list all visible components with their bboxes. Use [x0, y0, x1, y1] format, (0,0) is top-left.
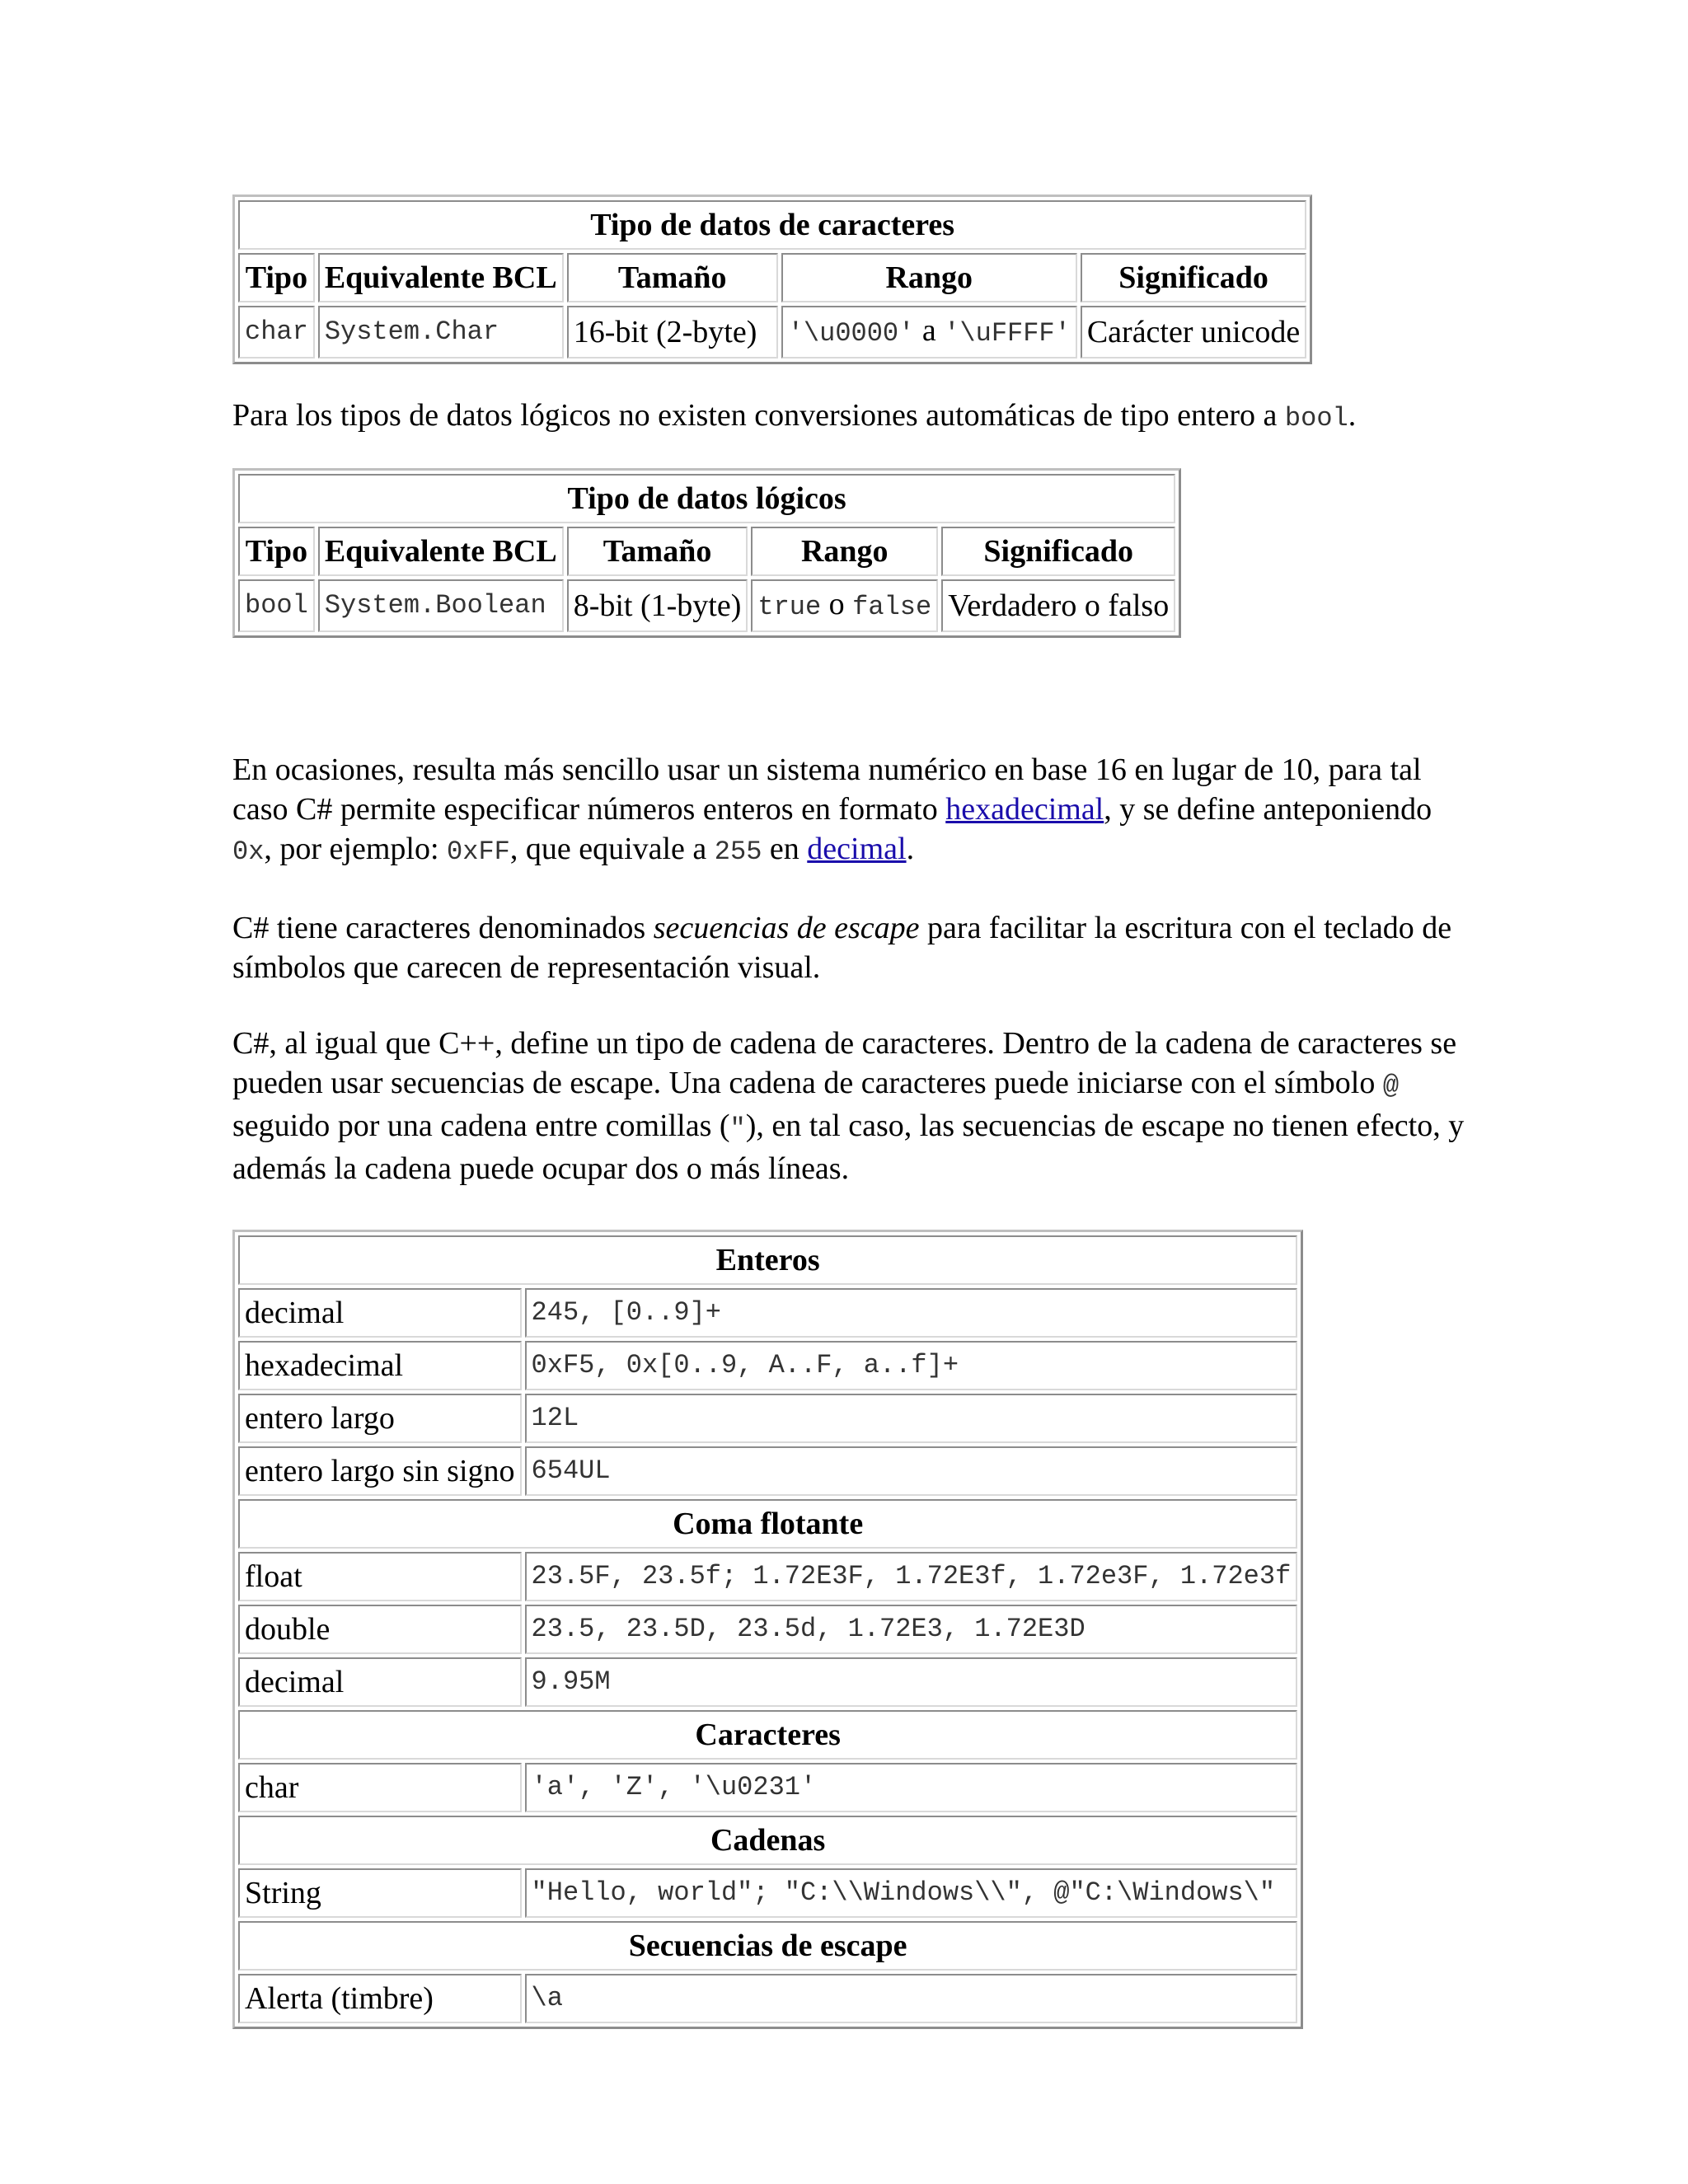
escape-sequences-emphasis: secuencias de escape	[653, 911, 920, 945]
code-bool: bool	[1284, 403, 1348, 434]
section-secuencias-de-escape: Secuencias de escape	[238, 1921, 1297, 1971]
header-range: Rango	[751, 527, 938, 576]
bool-table-caption: Tipo de datos lógicos	[238, 474, 1175, 523]
cell-size: 16-bit (2-byte)	[567, 306, 778, 359]
header-tipo: Tipo	[238, 253, 315, 302]
cell-size: 8-bit (1-byte)	[567, 579, 748, 632]
range-from: true	[757, 592, 822, 622]
paragraph-string-text-3: ), en tal caso, las secuencias de escape no tienen efecto, y además la cadena puede ocupar dos o más líneas.	[232, 1108, 1465, 1186]
table-row	[238, 1394, 1297, 1443]
row-value: 245, [0..9]+	[525, 1288, 1298, 1338]
row-value: 12L	[525, 1394, 1298, 1443]
row-label: hexadecimal	[238, 1341, 522, 1390]
range-to: '\uFFFF'	[944, 318, 1071, 349]
paragraph-strings	[232, 1024, 1469, 1188]
cell-tipo: char	[238, 306, 315, 359]
row-value: 'a', 'Z', '\u0231'	[525, 1763, 1298, 1812]
table-row	[238, 1657, 1297, 1707]
paragraph-escape-text-1: C# tiene caracteres denominados	[232, 911, 654, 945]
header-size: Tamaño	[567, 253, 778, 302]
header-bcl: Equivalente BCL	[318, 253, 564, 302]
paragraph-logic-text: Para los tipos de datos lógicos no existen conversiones automáticas de tipo entero a	[232, 398, 1285, 433]
cell-bcl: System.Char	[318, 306, 564, 359]
range-from: '\u0000'	[787, 318, 915, 349]
row-value: 654UL	[525, 1446, 1298, 1496]
paragraph-string-text-1: C#, al igual que C++, define un tipo de cadena de caracteres. Dentro de la cadena de caracteres se pueden usar secuencias de escape. Una cadena de caracteres puede iniciarse con el símbolo	[232, 1026, 1457, 1100]
table-row	[238, 1341, 1297, 1390]
range-sep: a	[914, 313, 945, 348]
row-label: float	[238, 1552, 522, 1601]
table-row	[238, 1446, 1297, 1496]
literals-table	[232, 1230, 1303, 2029]
row-value: 23.5F, 23.5f; 1.72E3F, 1.72E3f, 1.72e3F, 1.72e3f	[525, 1552, 1298, 1601]
bool-table-header-row	[238, 527, 1175, 576]
range-to: false	[852, 592, 932, 622]
range-sep: o	[821, 587, 853, 621]
paragraph-hex-text-1: En ocasiones, resulta más sencillo usar un sistema numérico en base 16 en lugar de 10, para tal caso C# permite especificar números enteros en formato	[232, 752, 1422, 827]
table-row	[238, 1763, 1297, 1812]
paragraph-escape-sequences	[232, 908, 1469, 987]
row-value: 9.95M	[525, 1657, 1298, 1707]
cell-meaning: Verdadero o falso	[941, 579, 1175, 632]
row-label: double	[238, 1605, 522, 1654]
section-cadenas: Cadenas	[238, 1816, 1297, 1865]
row-label: Alerta (timbre)	[238, 1974, 522, 2023]
paragraph-hex-text-4: , que equivale a	[509, 832, 715, 866]
row-value: 23.5, 23.5D, 23.5d, 1.72E3, 1.72E3D	[525, 1605, 1298, 1654]
row-label: entero largo sin signo	[238, 1446, 522, 1496]
table-row	[238, 306, 1306, 359]
row-value: \a	[525, 1974, 1298, 2023]
header-meaning: Significado	[1081, 253, 1306, 302]
header-bcl: Equivalente BCL	[318, 527, 564, 576]
row-label: decimal	[238, 1288, 522, 1338]
table-row	[238, 1868, 1297, 1918]
row-label: entero largo	[238, 1394, 522, 1443]
table-row	[238, 579, 1175, 632]
cell-range	[781, 306, 1077, 359]
row-label: decimal	[238, 1657, 522, 1707]
cell-range	[751, 579, 938, 632]
paragraph-logic-end: .	[1348, 398, 1357, 433]
cell-bcl: System.Boolean	[318, 579, 564, 632]
code-0xff: 0xFF	[447, 837, 510, 867]
header-meaning: Significado	[941, 527, 1175, 576]
paragraph-hex-text-3: , por ejemplo:	[264, 832, 448, 866]
row-label: String	[238, 1868, 522, 1918]
row-value: 0xF5, 0x[0..9, A..F, a..f]+	[525, 1341, 1298, 1390]
table-row	[238, 1974, 1297, 2023]
paragraph-escape-text-2: para facilitar la escritura con el teclado de símbolos que carecen de representación visual.	[232, 911, 1452, 985]
char-table-caption: Tipo de datos de caracteres	[238, 200, 1306, 250]
header-range: Rango	[781, 253, 1077, 302]
table-row	[238, 1605, 1297, 1654]
char-type-table	[232, 194, 1312, 364]
section-coma-flotante: Coma flotante	[238, 1499, 1297, 1549]
decimal-link[interactable]: decimal	[807, 832, 907, 866]
cell-tipo: bool	[238, 579, 315, 632]
code-at: @	[1382, 1071, 1400, 1101]
code-255: 255	[714, 837, 762, 867]
section-caracteres: Caracteres	[238, 1710, 1297, 1760]
row-value: "Hello, world"; "C:\\Windows\\", @"C:\Windows\"	[525, 1868, 1298, 1918]
row-label: char	[238, 1763, 522, 1812]
header-size: Tamaño	[567, 527, 748, 576]
table-row	[238, 1288, 1297, 1338]
cell-meaning: Carácter unicode	[1081, 306, 1306, 359]
hexadecimal-link[interactable]: hexadecimal	[945, 792, 1104, 827]
paragraph-hex-text-6: .	[906, 832, 915, 866]
header-tipo: Tipo	[238, 527, 315, 576]
paragraph-hex-text-2: , y se define anteponiendo	[1104, 792, 1432, 827]
code-quote: "	[729, 1113, 746, 1144]
paragraph-hex-text-5: en	[762, 832, 808, 866]
bool-type-table	[232, 468, 1181, 638]
paragraph-string-text-2: seguido por una cadena entre comillas (	[232, 1108, 730, 1143]
char-table-header-row	[238, 253, 1306, 302]
table-row	[238, 1552, 1297, 1601]
code-0x: 0x	[232, 837, 265, 867]
paragraph-hexadecimal	[232, 750, 1469, 872]
document-page	[232, 194, 1469, 2029]
paragraph-logic	[232, 396, 1469, 438]
section-enteros: Enteros	[238, 1235, 1297, 1285]
